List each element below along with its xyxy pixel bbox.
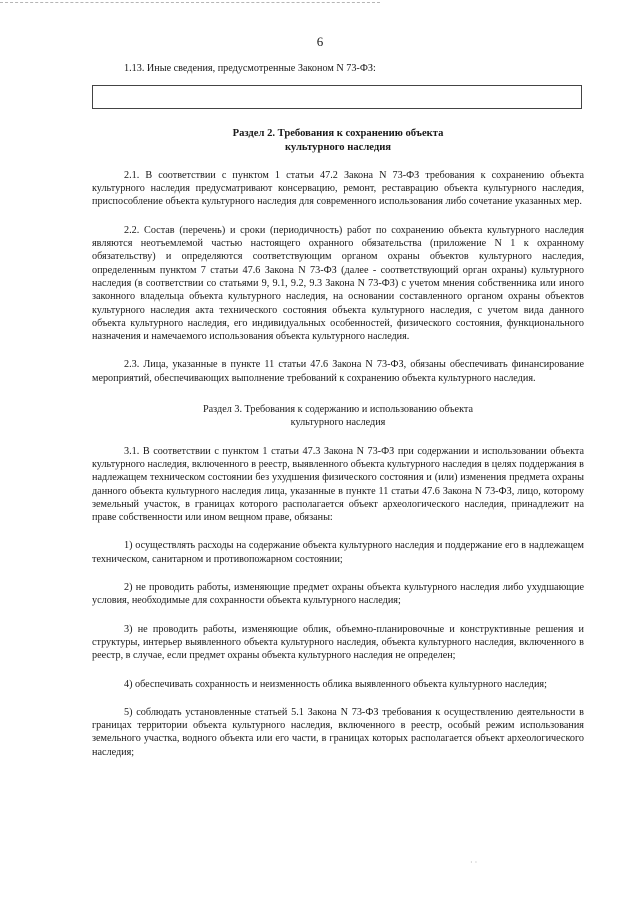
- section-2-heading: [92, 127, 584, 154]
- list-item: 2) не проводить работы, изменяющие предмет охраны объекта культурного наследия либо ухудшающие условия, необходимые для сохранности объекта культурного наследия;: [92, 582, 584, 607]
- section-2-title-line1: Раздел 2. Требования к сохранению объекта: [232, 128, 444, 140]
- paragraph-3-1: 3.1. В соответствии с пунктом 1 статьи 47.3 Закона N 73-ФЗ при содержании и использовании объекта культурного наследия, включенного в реестр, выявленного объекта культурного наследия в целях поддержания в надлежащем техническом состоянии без ухудшения физического состояния и (или) изменения предмета охраны данного объекта культурного наследия лица, указанные в пункте 11 статьи 47.6 Закона N 73-ФЗ, лицо, которому земельный участок, в границах которого располагается объект археологического наследия, принадлежит на праве собственности или ином вещном праве, обязаны:: [92, 445, 584, 524]
- section-3-title-line1: Раздел 3. Требования к содержанию и использованию объекта: [202, 404, 473, 416]
- empty-field-box: [92, 85, 582, 109]
- paragraph-2-3: 2.3. Лица, указанные в пункте 11 статьи 47.6 Закона N 73-ФЗ, обязаны обеспечивать финансирование мероприятий, обеспечивающих выполнение требований к сохранению объекта культурного наследия.: [92, 359, 584, 384]
- page-number: 6: [316, 34, 324, 49]
- paragraph-2-2: 2.2. Состав (перечень) и сроки (периодичность) работ по сохранению объекта культурного наследия являются неотъемлемой частью настоящего охранного обязательства (приложение N 1 к охранному обязательству) и определяются соответствующим органом охраны объектов культурного наследия, определенным пунктом 7 статьи 47.6 Закона N 73-ФЗ (далее - соответствующий орган охраны) культурного наследия (в соответствии со статьями 9, 9.1, 9.2, 9.3 Закона N 73-ФЗ) с учетом мнения собственника или иного законного владельца объекта культурного наследия, на основании составленного органом охраны объектов культурного наследия акта технического состояния объекта культурного наследия, с учетом вида данного объекта культурного наследия, его индивидуальных особенностей, физического состояния, функционального назначения и намечаемого использования объекта культурного наследия.: [92, 224, 584, 343]
- section-3-heading: [92, 403, 584, 430]
- section-3-title-line2: культурного наследия: [290, 417, 386, 429]
- document-body: [92, 62, 584, 759]
- item-1-13: 1.13. Иные сведения, предусмотренные Законом N 73-ФЗ:: [124, 63, 376, 74]
- list-item: 1) осуществлять расходы на содержание объекта культурного наследия и поддержание его в надлежащем техническом, санитарном и противопожарном состоянии;: [92, 540, 584, 565]
- list-item: 3) не проводить работы, изменяющие облик, объемно-планировочные и конструктивные решения и структуры, интерьер выявленного объекта культурного наследия, объекта культурного наследия, включенного в реестр, в случае, если предмет охраны объекта культурного наследия не определен;: [92, 623, 584, 662]
- paragraph-2-1: 2.1. В соответствии с пунктом 1 статьи 47.2 Закона N 73-ФЗ требования к сохранению объекта культурного наследия предусматривают консервацию, ремонт, реставрацию объекта культурного наследия, приспособление объекта культурного наследия для современного использования либо сочетание указанных мер.: [92, 169, 584, 208]
- list-item: 4) обеспечивать сохранность и неизменность облика выявленного объекта культурного наследия;: [124, 678, 547, 690]
- list-item: 5) соблюдать установленные статьей 5.1 Закона N 73-ФЗ требования к осуществлению деятельности в границах территории объекта культурного наследия, включенного в реестр, особый режим использования земельного участка, водного объекта или его части, в границах которых располагается объект археологического наследия;: [92, 706, 584, 758]
- scan-artifact-mark: · ·: [470, 858, 478, 867]
- section-2-title-line2: культурного наследия: [284, 141, 392, 153]
- scan-edge-marks: [0, 2, 380, 5]
